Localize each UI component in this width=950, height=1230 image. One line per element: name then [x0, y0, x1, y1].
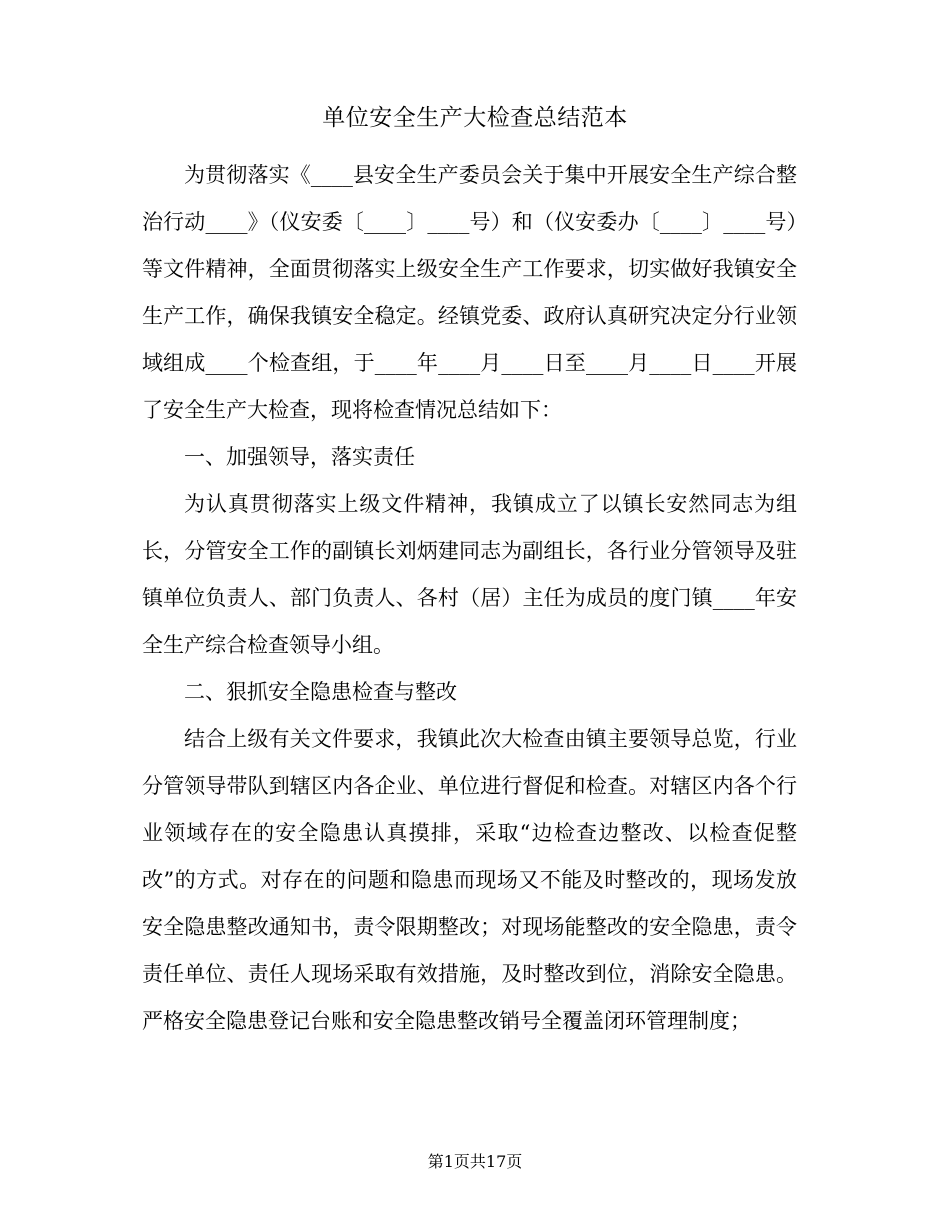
document-body: [142, 152, 797, 1045]
section-heading-2: 二、狠抓安全隐患检查与整改: [184, 680, 457, 704]
paragraph-section-1: 为认真贯彻落实上级文件精神，我镇成立了以镇长安然同志为组长，分管安全工作的副镇长刘炳建同志为副组长，各行业分管领导及驻镇单位负责人、部门负责人、各村（居）主任为成员的度门镇____年安全生产综合检查领导小组。: [142, 492, 797, 657]
paragraph-intro: 为贯彻落实《____县安全生产委员会关于集中开展安全生产综合整治行动____》（仪安委〔____〕____号）和（仪安委办〔____〕____号）等文件精神，全面贯彻落实上级安全生产工作要求，切实做好我镇安全生产工作，确保我镇安全稳定。经镇党委、政府认真研究决定分行业领域组成____个检查组，于____年____月____日至____月____日____开展了安全生产大检查，现将检查情况总结如下：: [142, 163, 797, 422]
document-title: 单位安全生产大检查总结范本: [322, 105, 628, 131]
page-footer: 第1页共17页: [427, 1152, 523, 1171]
paragraph-section-2: 结合上级有关文件要求，我镇此次大检查由镇主要领导总览，行业分管领导带队到辖区内各企业、单位进行督促和检查。对辖区内各个行业领域存在的安全隐患认真摸排，采取“边检查边整改、以检查促整改”的方式。对存在的问题和隐患而现场又不能及时整改的，现场发放安全隐患整改通知书，责令限期整改；对现场能整改的安全隐患，责令责任单位、责任人现场采取有效措施，及时整改到位，消除安全隐患。严格安全隐患登记台账和安全隐患整改销号全覆盖闭环管理制度；: [142, 727, 797, 1033]
section-heading-1: 一、加强领导，落实责任: [184, 445, 415, 469]
